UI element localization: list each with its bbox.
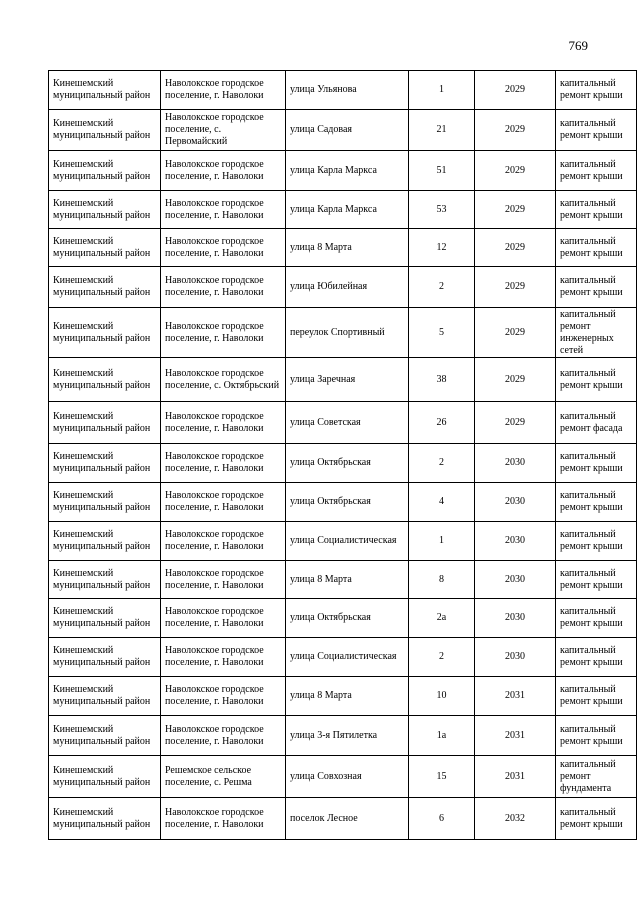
district-cell: Кинешемский муниципальный район [49, 638, 161, 677]
district-cell: Кинешемский муниципальный район [49, 444, 161, 483]
street-cell: улица Карла Маркса [286, 151, 409, 191]
work-type-cell: капитальный ремонт крыши [556, 716, 637, 756]
house-number-cell: 5 [409, 308, 475, 358]
settlement-cell: Наволокское городское поселение, г. Наволоки [161, 561, 286, 599]
year-cell: 2029 [475, 191, 556, 229]
house-number-cell: 8 [409, 561, 475, 599]
work-type-cell: капитальный ремонт крыши [556, 599, 637, 638]
street-cell: улица Ульянова [286, 71, 409, 110]
table-row [49, 229, 637, 267]
work-type-cell: капитальный ремонт крыши [556, 638, 637, 677]
street-cell: переулок Спортивный [286, 308, 409, 358]
street-cell: улица 8 Марта [286, 229, 409, 267]
settlement-cell: Наволокское городское поселение, г. Наволоки [161, 444, 286, 483]
house-number-cell: 1 [409, 71, 475, 110]
settlement-cell: Наволокское городское поселение, г. Наволоки [161, 71, 286, 110]
settlement-cell: Наволокское городское поселение, г. Наволоки [161, 308, 286, 358]
district-cell: Кинешемский муниципальный район [49, 267, 161, 308]
table-row [49, 358, 637, 402]
year-cell: 2029 [475, 402, 556, 444]
year-cell: 2030 [475, 522, 556, 561]
house-number-cell: 2 [409, 267, 475, 308]
house-number-cell: 6 [409, 798, 475, 840]
year-cell: 2029 [475, 267, 556, 308]
work-type-cell: капитальный ремонт крыши [556, 522, 637, 561]
street-cell: улица Совхозная [286, 756, 409, 798]
work-type-cell: капитальный ремонт фасада [556, 402, 637, 444]
settlement-cell: Наволокское городское поселение, г. Наволоки [161, 716, 286, 756]
house-number-cell: 26 [409, 402, 475, 444]
settlement-cell: Наволокское городское поселение, г. Наволоки [161, 599, 286, 638]
settlement-cell: Наволокское городское поселение, г. Наволоки [161, 798, 286, 840]
district-cell: Кинешемский муниципальный район [49, 229, 161, 267]
table-row [49, 756, 637, 798]
street-cell: улица Социалистическая [286, 638, 409, 677]
district-cell: Кинешемский муниципальный район [49, 191, 161, 229]
year-cell: 2031 [475, 756, 556, 798]
year-cell: 2030 [475, 444, 556, 483]
work-type-cell: капитальный ремонт фундамента [556, 756, 637, 798]
work-type-cell: капитальный ремонт крыши [556, 483, 637, 522]
table-row [49, 522, 637, 561]
work-type-cell: капитальный ремонт инженерных сетей [556, 308, 637, 358]
house-number-cell: 1а [409, 716, 475, 756]
table-row [49, 483, 637, 522]
district-cell: Кинешемский муниципальный район [49, 716, 161, 756]
house-number-cell: 2 [409, 444, 475, 483]
work-type-cell: капитальный ремонт крыши [556, 561, 637, 599]
year-cell: 2029 [475, 110, 556, 151]
year-cell: 2030 [475, 638, 556, 677]
table-row [49, 110, 637, 151]
street-cell: улица Заречная [286, 358, 409, 402]
settlement-cell: Наволокское городское поселение, г. Наволоки [161, 522, 286, 561]
street-cell: улица 8 Марта [286, 561, 409, 599]
street-cell: улица Юбилейная [286, 267, 409, 308]
settlement-cell: Наволокское городское поселение, с. Первомайский [161, 110, 286, 151]
table-row [49, 599, 637, 638]
house-number-cell: 38 [409, 358, 475, 402]
year-cell: 2032 [475, 798, 556, 840]
settlement-cell: Наволокское городское поселение, г. Наволоки [161, 229, 286, 267]
year-cell: 2029 [475, 358, 556, 402]
house-number-cell: 21 [409, 110, 475, 151]
house-number-cell: 1 [409, 522, 475, 561]
house-number-cell: 12 [409, 229, 475, 267]
street-cell: поселок Лесное [286, 798, 409, 840]
street-cell: улица 3-я Пятилетка [286, 716, 409, 756]
district-cell: Кинешемский муниципальный район [49, 71, 161, 110]
table-row [49, 402, 637, 444]
district-cell: Кинешемский муниципальный район [49, 599, 161, 638]
work-type-cell: капитальный ремонт крыши [556, 677, 637, 716]
settlement-cell: Наволокское городское поселение, г. Наволоки [161, 191, 286, 229]
year-cell: 2029 [475, 151, 556, 191]
house-number-cell: 53 [409, 191, 475, 229]
year-cell: 2031 [475, 716, 556, 756]
street-cell: улица Советская [286, 402, 409, 444]
settlement-cell: Наволокское городское поселение, г. Наволоки [161, 151, 286, 191]
district-cell: Кинешемский муниципальный район [49, 358, 161, 402]
work-type-cell: капитальный ремонт крыши [556, 444, 637, 483]
work-type-cell: капитальный ремонт крыши [556, 110, 637, 151]
year-cell: 2030 [475, 599, 556, 638]
district-cell: Кинешемский муниципальный район [49, 677, 161, 716]
table-row [49, 561, 637, 599]
district-cell: Кинешемский муниципальный район [49, 756, 161, 798]
year-cell: 2031 [475, 677, 556, 716]
repair-schedule-table [48, 70, 637, 840]
house-number-cell: 10 [409, 677, 475, 716]
street-cell: улица Садовая [286, 110, 409, 151]
district-cell: Кинешемский муниципальный район [49, 110, 161, 151]
settlement-cell: Наволокское городское поселение, г. Наволоки [161, 267, 286, 308]
district-cell: Кинешемский муниципальный район [49, 522, 161, 561]
district-cell: Кинешемский муниципальный район [49, 308, 161, 358]
table-row [49, 444, 637, 483]
table-row [49, 71, 637, 110]
work-type-cell: капитальный ремонт крыши [556, 798, 637, 840]
settlement-cell: Наволокское городское поселение, г. Наволоки [161, 483, 286, 522]
table-row [49, 677, 637, 716]
street-cell: улица Октябрьская [286, 444, 409, 483]
settlement-cell: Наволокское городское поселение, г. Наволоки [161, 677, 286, 716]
work-type-cell: капитальный ремонт крыши [556, 151, 637, 191]
street-cell: улица 8 Марта [286, 677, 409, 716]
district-cell: Кинешемский муниципальный район [49, 151, 161, 191]
table-row [49, 308, 637, 358]
year-cell: 2029 [475, 229, 556, 267]
house-number-cell: 51 [409, 151, 475, 191]
district-cell: Кинешемский муниципальный район [49, 402, 161, 444]
table-row [49, 716, 637, 756]
settlement-cell: Наволокское городское поселение, с. Октябрьский [161, 358, 286, 402]
house-number-cell: 4 [409, 483, 475, 522]
table-row [49, 191, 637, 229]
street-cell: улица Социалистическая [286, 522, 409, 561]
work-type-cell: капитальный ремонт крыши [556, 229, 637, 267]
work-type-cell: капитальный ремонт крыши [556, 191, 637, 229]
house-number-cell: 2а [409, 599, 475, 638]
street-cell: улица Октябрьская [286, 483, 409, 522]
work-type-cell: капитальный ремонт крыши [556, 358, 637, 402]
work-type-cell: капитальный ремонт крыши [556, 71, 637, 110]
table-row [49, 638, 637, 677]
work-type-cell: капитальный ремонт крыши [556, 267, 637, 308]
house-number-cell: 2 [409, 638, 475, 677]
street-cell: улица Октябрьская [286, 599, 409, 638]
table-row [49, 267, 637, 308]
table-row [49, 151, 637, 191]
district-cell: Кинешемский муниципальный район [49, 483, 161, 522]
page-number: 769 [568, 38, 588, 53]
district-cell: Кинешемский муниципальный район [49, 798, 161, 840]
table-row [49, 798, 637, 840]
settlement-cell: Наволокское городское поселение, г. Наволоки [161, 402, 286, 444]
table-body [49, 71, 637, 840]
district-cell: Кинешемский муниципальный район [49, 561, 161, 599]
settlement-cell: Наволокское городское поселение, г. Наволоки [161, 638, 286, 677]
house-number-cell: 15 [409, 756, 475, 798]
year-cell: 2030 [475, 561, 556, 599]
year-cell: 2029 [475, 308, 556, 358]
settlement-cell: Решемское сельское поселение, с. Решма [161, 756, 286, 798]
year-cell: 2029 [475, 71, 556, 110]
year-cell: 2030 [475, 483, 556, 522]
street-cell: улица Карла Маркса [286, 191, 409, 229]
